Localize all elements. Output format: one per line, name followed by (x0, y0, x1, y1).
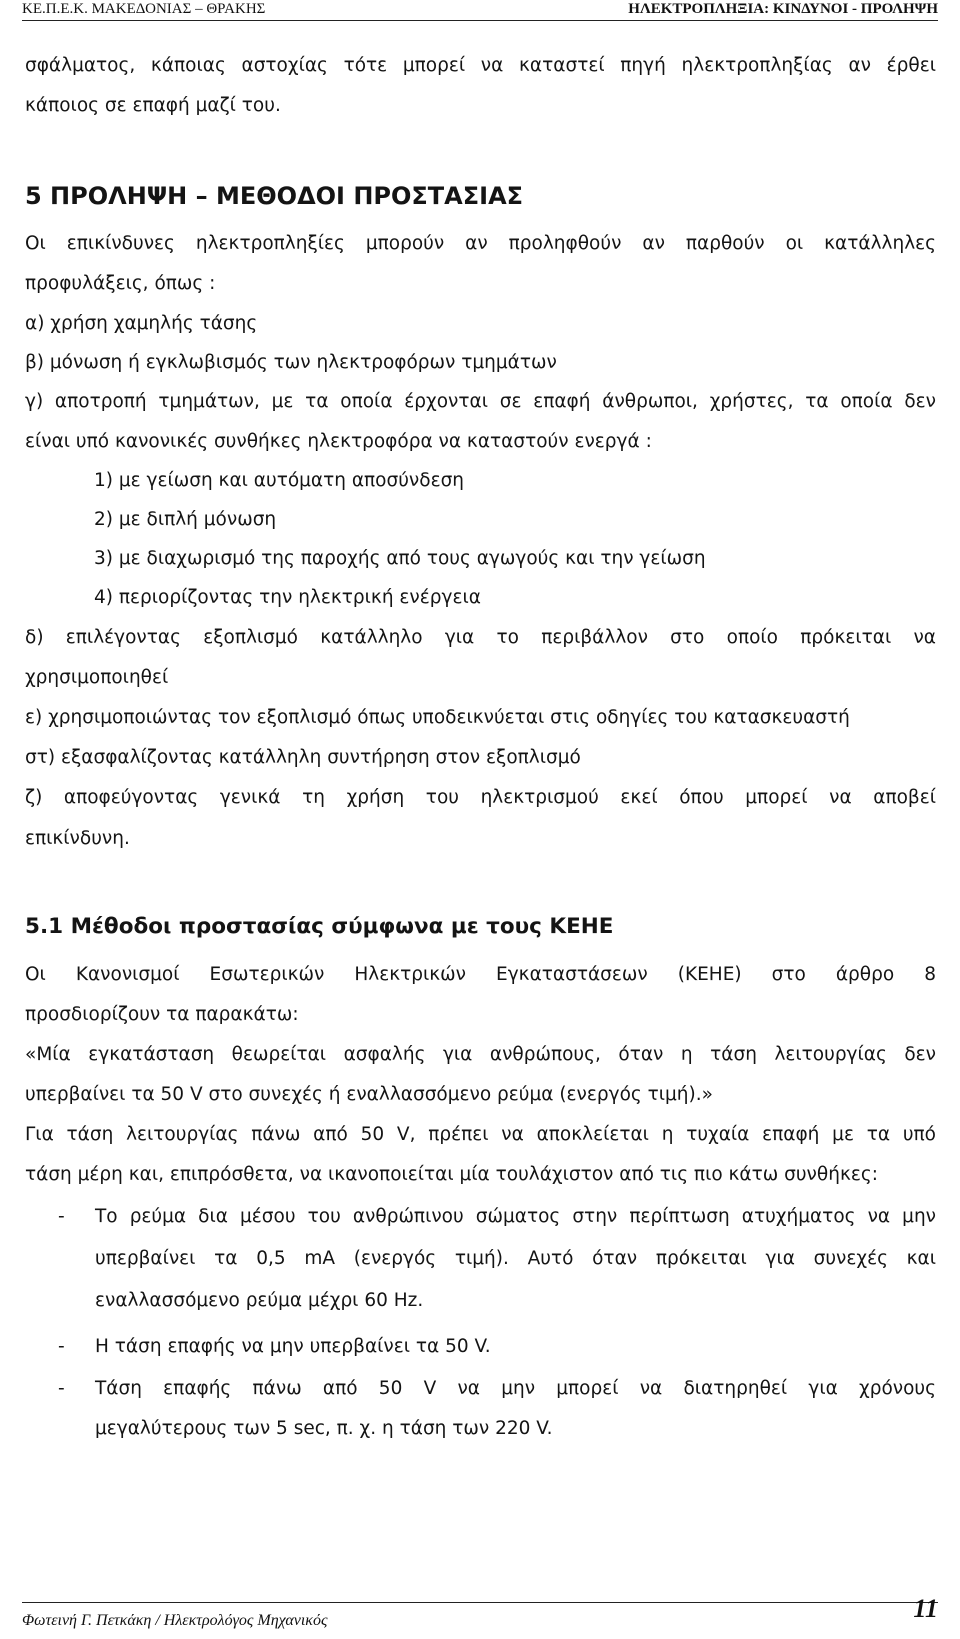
section-heading: 5 ΠΡΟΛΗΨΗ – ΜΕΘΟΔΟΙ ΠΡΟΣΤΑΣΙΑΣ (25, 182, 524, 210)
paragraph-line: προσδιορίζουν τα παρακάτω: (25, 1004, 299, 1025)
page-header (22, 0, 938, 22)
footer-author: Φωτεινή Γ. Πετκάκη / Ηλεκτρολόγος Μηχανικός (22, 1612, 328, 1629)
quote-line: υπερβαίνει τα 50 V στο συνεχές ή εναλλασσόμενο ρεύμα (ενεργός τιμή).» (25, 1084, 713, 1105)
numbered-item: 1) με γείωση και αυτόματη αποσύνδεση (94, 470, 465, 491)
paragraph-line: Για τάση λειτουργίας πάνω από 50 V, πρέπει να αποκλείεται η τυχαία επαφή με τα υπό (25, 1124, 936, 1145)
subsection-heading: 5.1 Μέθοδοι προστασίας σύμφωνα με τους ΚΕΗΕ (25, 914, 614, 939)
bullet-item-line: Η τάση επαφής να μην υπερβαίνει τα 50 V. (95, 1336, 491, 1357)
list-item: δ) επιλέγοντας εξοπλισμό κατάλληλο για το περιβάλλον στο οποίο πρόκειται να (25, 627, 936, 648)
quote-line: «Μία εγκατάσταση θεωρείται ασφαλής για ανθρώπους, όταν η τάση λειτουργίας δεν (25, 1044, 936, 1065)
paragraph-line: προφυλάξεις, όπως : (25, 273, 216, 294)
bullet-item-line: Το ρεύμα δια μέσου του ανθρώπινου σώματος στην περίπτωση ατυχήματος να μην (95, 1206, 936, 1227)
footer-rule (22, 1602, 938, 1603)
paragraph-line: Οι Κανονισμοί Εσωτερικών Ηλεκτρικών Εγκαταστάσεων (ΚΕΗΕ) στο άρθρο 8 (25, 964, 936, 985)
bullet-item-line: μεγαλύτερους των 5 sec, π. χ. η τάση των 220 V. (95, 1418, 553, 1439)
list-item: ζ) αποφεύγοντας γενικά τη χρήση του ηλεκτρισμού εκεί όπου μπορεί να αποβεί (25, 787, 936, 808)
list-item: χρησιμοποιηθεί (25, 667, 169, 688)
list-item: επικίνδυνη. (25, 828, 130, 849)
list-item: ε) χρησιμοποιώντας τον εξοπλισμό όπως υποδεικνύεται στις οδηγίες του κατασκευαστή (25, 707, 850, 728)
paragraph-line: είναι υπό κανονικές συνθήκες ηλεκτροφόρα να καταστούν ενεργά : (25, 431, 652, 452)
list-item: α) χρήση χαμηλής τάσης (25, 313, 258, 334)
list-item: γ) αποτροπή τμημάτων, με τα οποία έρχονται σε επαφή άνθρωποι, χρήστες, τα οποία δεν (25, 391, 936, 412)
bullet-dash: - (58, 1336, 65, 1357)
bullet-dash: - (58, 1206, 65, 1227)
header-rule (22, 20, 938, 21)
numbered-item: 4) περιορίζοντας την ηλεκτρική ενέργεια (94, 587, 481, 608)
bullet-dash: - (58, 1378, 65, 1399)
numbered-item: 2) με διπλή μόνωση (94, 509, 277, 530)
intro-line: σφάλματος, κάποιας αστοχίας τότε μπορεί να καταστεί πηγή ηλεκτροπληξίας αν έρθει (25, 55, 936, 76)
numbered-item: 3) με διαχωρισμό της παροχής από τους αγωγούς και την γείωση (94, 548, 706, 569)
bullet-item-line: Τάση επαφής πάνω από 50 V να μην μπορεί να διατηρηθεί για χρόνους (95, 1378, 936, 1399)
page-footer (22, 1594, 938, 1638)
header-organization: ΚΕ.Π.Ε.Κ. ΜΑΚΕΔΟΝΙΑΣ – ΘΡΑΚΗΣ (22, 1, 266, 17)
bullet-item-line: υπερβαίνει τα 0,5 mA (ενεργός τιμή). Αυτό όταν πρόκειται για συνεχές και (95, 1248, 936, 1269)
list-item: στ) εξασφαλίζοντας κατάλληλη συντήρηση στον εξοπλισμό (25, 747, 581, 768)
intro-line: κάποιος σε επαφή μαζί του. (25, 95, 281, 116)
paragraph-line: τάση μέρη και, επιπρόσθετα, να ικανοποιείται μία τουλάχιστον από τις πιο κάτω συνθήκες: (25, 1164, 878, 1185)
paragraph-line: Οι επικίνδυνες ηλεκτροπληξίες μπορούν αν προληφθούν αν παρθούν οι κατάλληλες (25, 233, 936, 254)
page-number: 11 (913, 1594, 938, 1623)
list-item: β) μόνωση ή εγκλωβισμός των ηλεκτροφόρων τμημάτων (25, 352, 557, 373)
header-topic: ΗΛΕΚΤΡΟΠΛΗΞΙΑ: ΚΙΝΔΥΝΟΙ - ΠΡΟΛΗΨΗ (628, 1, 938, 17)
bullet-item-line: εναλλασσόμενο ρεύμα μέχρι 60 Hz. (95, 1290, 424, 1311)
